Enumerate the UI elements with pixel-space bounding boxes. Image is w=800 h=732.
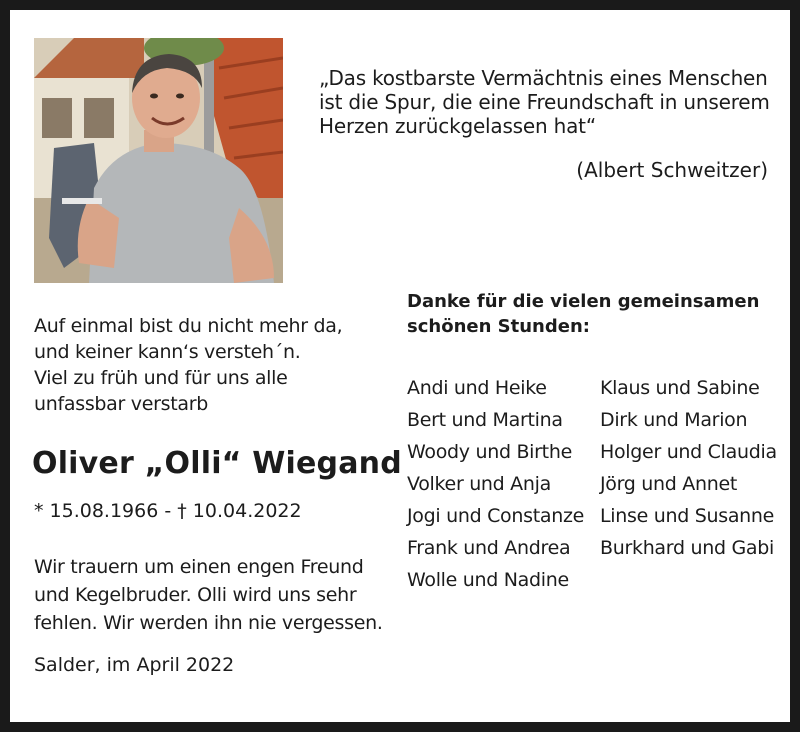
mourning-line: Wir trauern um einen engen Freund bbox=[34, 556, 364, 578]
portrait-photo bbox=[34, 38, 283, 283]
life-dates: * 15.08.1966 - † 10.04.2022 bbox=[34, 500, 302, 522]
mourner-name: Holger und Claudia bbox=[600, 441, 777, 463]
poem-line: und keiner kann‘s versteh´n. bbox=[34, 341, 301, 363]
mourners-right-column bbox=[600, 372, 777, 564]
mourner-name: Wolle und Nadine bbox=[407, 569, 569, 591]
mourning-line: und Kegelbruder. Olli wird uns sehr bbox=[34, 584, 357, 606]
thanks-line: schönen Stunden: bbox=[407, 316, 590, 337]
mourner-name: Linse und Susanne bbox=[600, 505, 775, 527]
deceased-name: Oliver „Olli“ Wiegand bbox=[32, 446, 402, 481]
mourner-name: Jogi und Constanze bbox=[407, 505, 585, 527]
mourner-name: Woody und Birthe bbox=[407, 441, 572, 463]
mourner-name: Volker und Anja bbox=[407, 473, 551, 495]
poem-line: Viel zu früh und für uns alle bbox=[34, 367, 288, 389]
mourner-name: Andi und Heike bbox=[407, 377, 547, 399]
thanks-heading bbox=[407, 289, 759, 339]
poem-line: unfassbar verstarb bbox=[34, 393, 208, 415]
poem-line: Auf einmal bist du nicht mehr da, bbox=[34, 315, 343, 337]
quote-line: Herzen zurückgelassen hat“ bbox=[319, 114, 596, 138]
portrait-illustration bbox=[34, 38, 283, 283]
quote-line: ist die Spur, die eine Freundschaft in unserem bbox=[319, 90, 770, 114]
quote-line: „Das kostbarste Vermächtnis eines Menschen bbox=[319, 66, 768, 90]
mourning-text bbox=[34, 553, 383, 637]
mourning-line: fehlen. Wir werden ihn nie vergessen. bbox=[34, 612, 383, 634]
quote-author: (Albert Schweitzer) bbox=[576, 158, 768, 182]
mourner-name: Frank und Andrea bbox=[407, 537, 571, 559]
mourner-name: Dirk und Marion bbox=[600, 409, 748, 431]
mourner-name: Burkhard und Gabi bbox=[600, 537, 774, 559]
thanks-line: Danke für die vielen gemeinsamen bbox=[407, 291, 760, 312]
mourners-left-column bbox=[407, 372, 584, 596]
mourner-name: Klaus und Sabine bbox=[600, 377, 760, 399]
mourner-name: Bert und Martina bbox=[407, 409, 563, 431]
obituary-card bbox=[10, 10, 790, 722]
poem bbox=[34, 313, 342, 417]
mourner-name: Jörg und Annet bbox=[600, 473, 738, 495]
place-date: Salder, im April 2022 bbox=[34, 654, 235, 676]
quote bbox=[319, 66, 779, 138]
